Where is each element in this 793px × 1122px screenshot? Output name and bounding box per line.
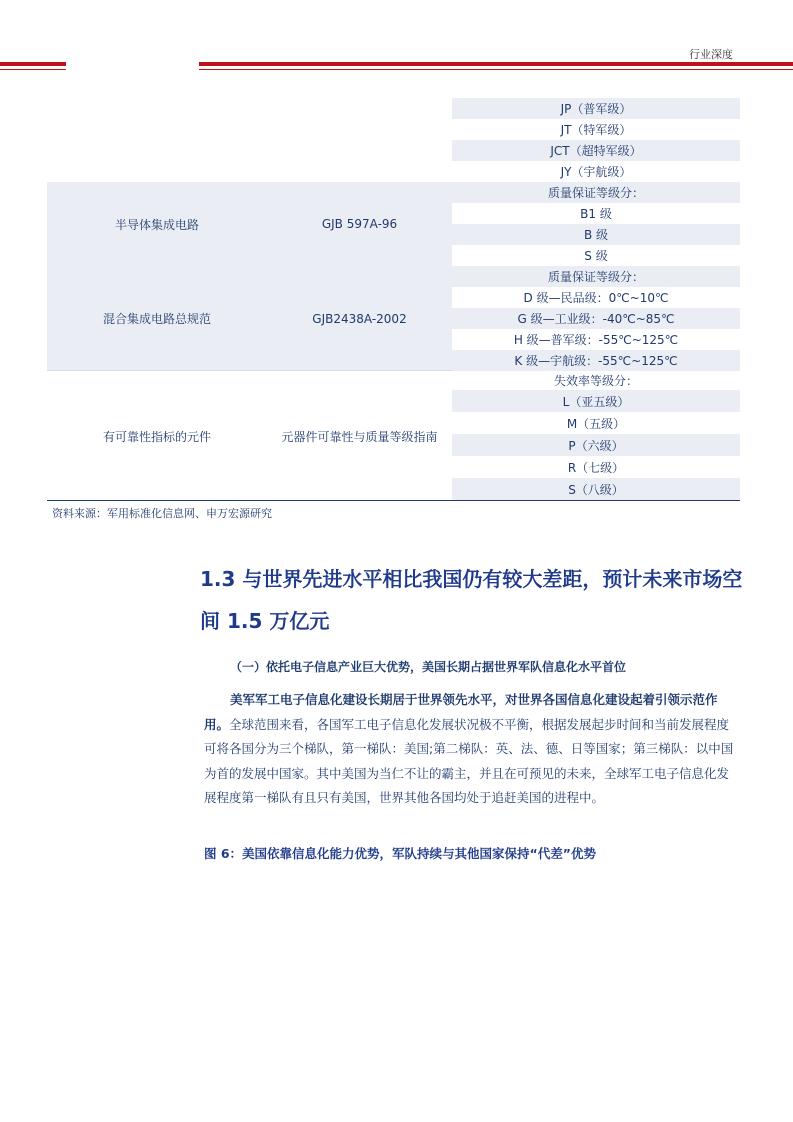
table-row: JT（特军级） xyxy=(452,119,740,140)
table-row: 质量保证等级分： xyxy=(452,266,740,287)
table-row: R（七级） xyxy=(452,456,740,478)
group-name: 半导体集成电路 xyxy=(114,217,199,232)
sub-heading: （一）依托电子信息产业巨大优势，美国长期占据世界军队信息化水平首位 xyxy=(230,660,627,674)
table-row: 失效率等级分： xyxy=(452,371,740,390)
group-standard: GJB2438A-2002 xyxy=(312,311,407,326)
table-row: L（亚五级） xyxy=(452,390,740,412)
section-title-line2: 间 1.5 万亿元 xyxy=(200,609,330,633)
table-row: H 级—普军级：-55℃~125℃ xyxy=(452,329,740,350)
table-row: JY（宇航级） xyxy=(452,161,740,182)
table-row: 质量保证等级分： xyxy=(452,182,740,203)
table-row: P（六级） xyxy=(452,434,740,456)
header-label: 行业深度 xyxy=(689,48,733,61)
paragraph-body: 全球范围来看，各国军工电子信息化发展状况极不平衡，根据发展起步时间和当前发展程度可将各国分为三个梯队，第一梯队：美国;第二梯队：英、法、德、日等国家；第三梯队：以中国为首的发展中国家。其中美国为当仁不让的霸主，并且在可预见的未来，全球军工电子信息化发展程度第一梯队有且只有美国，世界其他各国均处于追赶美国的进程中。 xyxy=(204,716,734,805)
table-bottom-rule xyxy=(47,500,740,501)
group-name: 混合集成电路总规范 xyxy=(102,312,211,326)
body-paragraph xyxy=(204,688,734,811)
table-row: B1 级 xyxy=(452,203,740,224)
table-row: JP（普军级） xyxy=(452,98,740,119)
paragraph-lead: 美军军工电子信息化建设长期居于世界领先水平，对世界各国信息化建设起着引领示范作用。 xyxy=(204,692,718,732)
table-row: G 级—工业级：-40℃~85℃ xyxy=(452,308,740,329)
table-row: S（八级） xyxy=(452,478,740,500)
table-source-note: 资料来源：军用标准化信息网、申万宏源研究 xyxy=(52,507,272,520)
header-bar-right xyxy=(199,62,793,66)
group-name: 有可靠性指标的元件 xyxy=(102,429,211,444)
group-standard: GJB 597A-96 xyxy=(321,217,398,231)
header-bar-left xyxy=(0,62,66,66)
header-line-right xyxy=(199,69,793,70)
figure-caption: 图 6：美国依靠信息化能力优势，军队持续与其他国家保持“代差”优势 xyxy=(204,846,596,861)
table-row: S 级 xyxy=(452,245,740,266)
table-row: JCT（超特军级） xyxy=(452,140,740,161)
table-row: K 级—宇航级：-55℃~125℃ xyxy=(452,350,740,371)
section-title-line1: 1.3 与世界先进水平相比我国仍有较大差距，预计未来市场空 xyxy=(200,567,743,591)
table-row: D 级—民品级：0℃~10℃ xyxy=(452,287,740,308)
table-row: B 级 xyxy=(452,224,740,245)
table-row: M（五级） xyxy=(452,412,740,434)
header-line-left xyxy=(0,69,66,70)
group-standard: 元器件可靠性与质量等级指南 xyxy=(281,429,438,444)
